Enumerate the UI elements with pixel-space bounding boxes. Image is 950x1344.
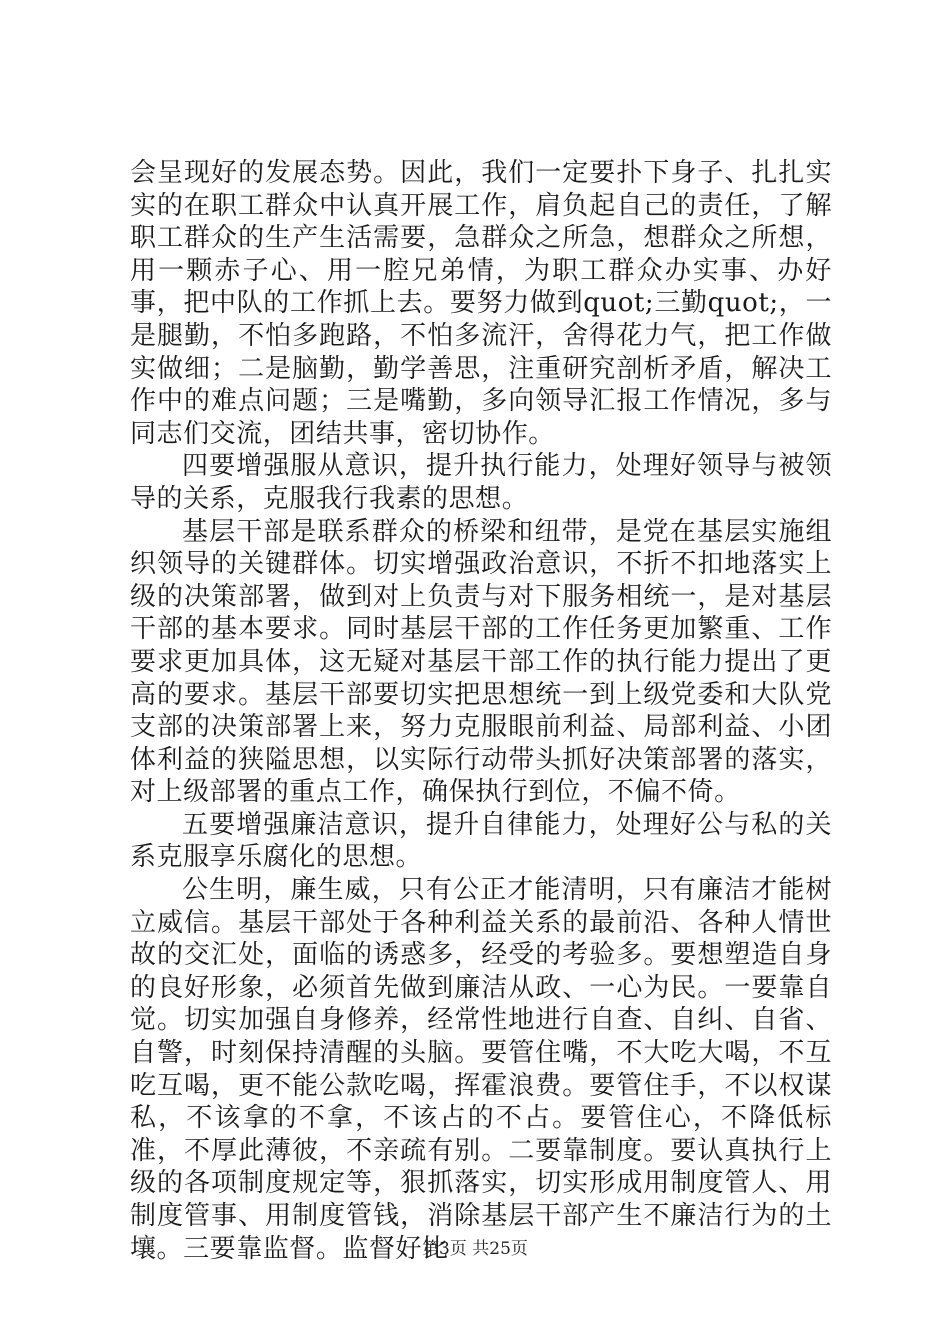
paragraph-continuation: 会呈现好的发展态势。因此，我们一定要扑下身子、扎扎实实的在职工群众中认真开展工作，肩负起自己的责任，了解职工群众的生产生活需要，急群众之所急，想群众之所想，用一颗赤子心、用一腔兄弟情，为职工群众办实事、办好事，把中队的工作抓上去。要努力做到quot;三勤quot;，一是腿勤，不怕多跑路，不怕多流汗，舍得花力气，把工作做实做细；二是脑勤，勤学善思，注重研究剖析矛盾，解决工作中的难点问题；三是嘴勤，多向领导汇报工作情况，多与同志们交流，团结共事，密切协作。	[130, 158, 832, 449]
paragraph-heading-five: 五要增强廉洁意识，提升自律能力，处理好公与私的关系克服享乐腐化的思想。	[130, 809, 832, 873]
paragraph-heading-four: 四要增强服从意识，提升执行能力，处理好领导与被领导的关系，克服我行我素的思想。	[130, 451, 832, 514]
page-footer: 第3页 共25页	[422, 1239, 528, 1259]
document-body	[130, 157, 832, 1265]
paragraph-grassroots-cadres: 基层干部是联系群众的桥梁和纽带，是党在基层实施组织领导的关键群体。切实增强政治意识，不折不扣地落实上级的决策部署，做到对上负责与对下服务相统一，是对基层干部的基本要求。同时基层干部的工作任务更加繁重、工作要求更加具体，这无疑对基层干部工作的执行能力提出了更高的要求。基层干部要切实把思想统一到上级党委和大队党支部的决策部署上来，努力克服眼前利益、局部利益、小团体利益的狭隘思想，以实际行动带头抓好决策部署的落实，对上级部署的重点工作，确保执行到位，不偏不倚。	[130, 516, 832, 808]
paragraph-integrity: 公生明，廉生威，只有公正才能清明，只有廉洁才能树立威信。基层干部处于各种利益关系的最前沿、各种人情世故的交汇处，面临的诱惑多，经受的考验多。要想塑造自身的良好形象，必须首先做到廉洁从政、一心为民。一要靠自觉。切实加强自身修养，经常性地进行自查、自纠、自省、自警，时刻保持清醒的头脑。要管住嘴，不大吃大喝，不互吃互喝，更不能公款吃喝，挥霍浪费。要管住手，不以权谋私，不该拿的不拿，不该占的不占。要管住心，不降低标准，不厚此薄彼，不亲疏有别。二要靠制度。要认真执行上级的各项制度规定等，狠抓落实，切实形成用制度管人、用制度管事、用制度管钱，消除基层干部产生不廉洁行为的土壤。三要靠监督。监督好比	[130, 875, 832, 1264]
